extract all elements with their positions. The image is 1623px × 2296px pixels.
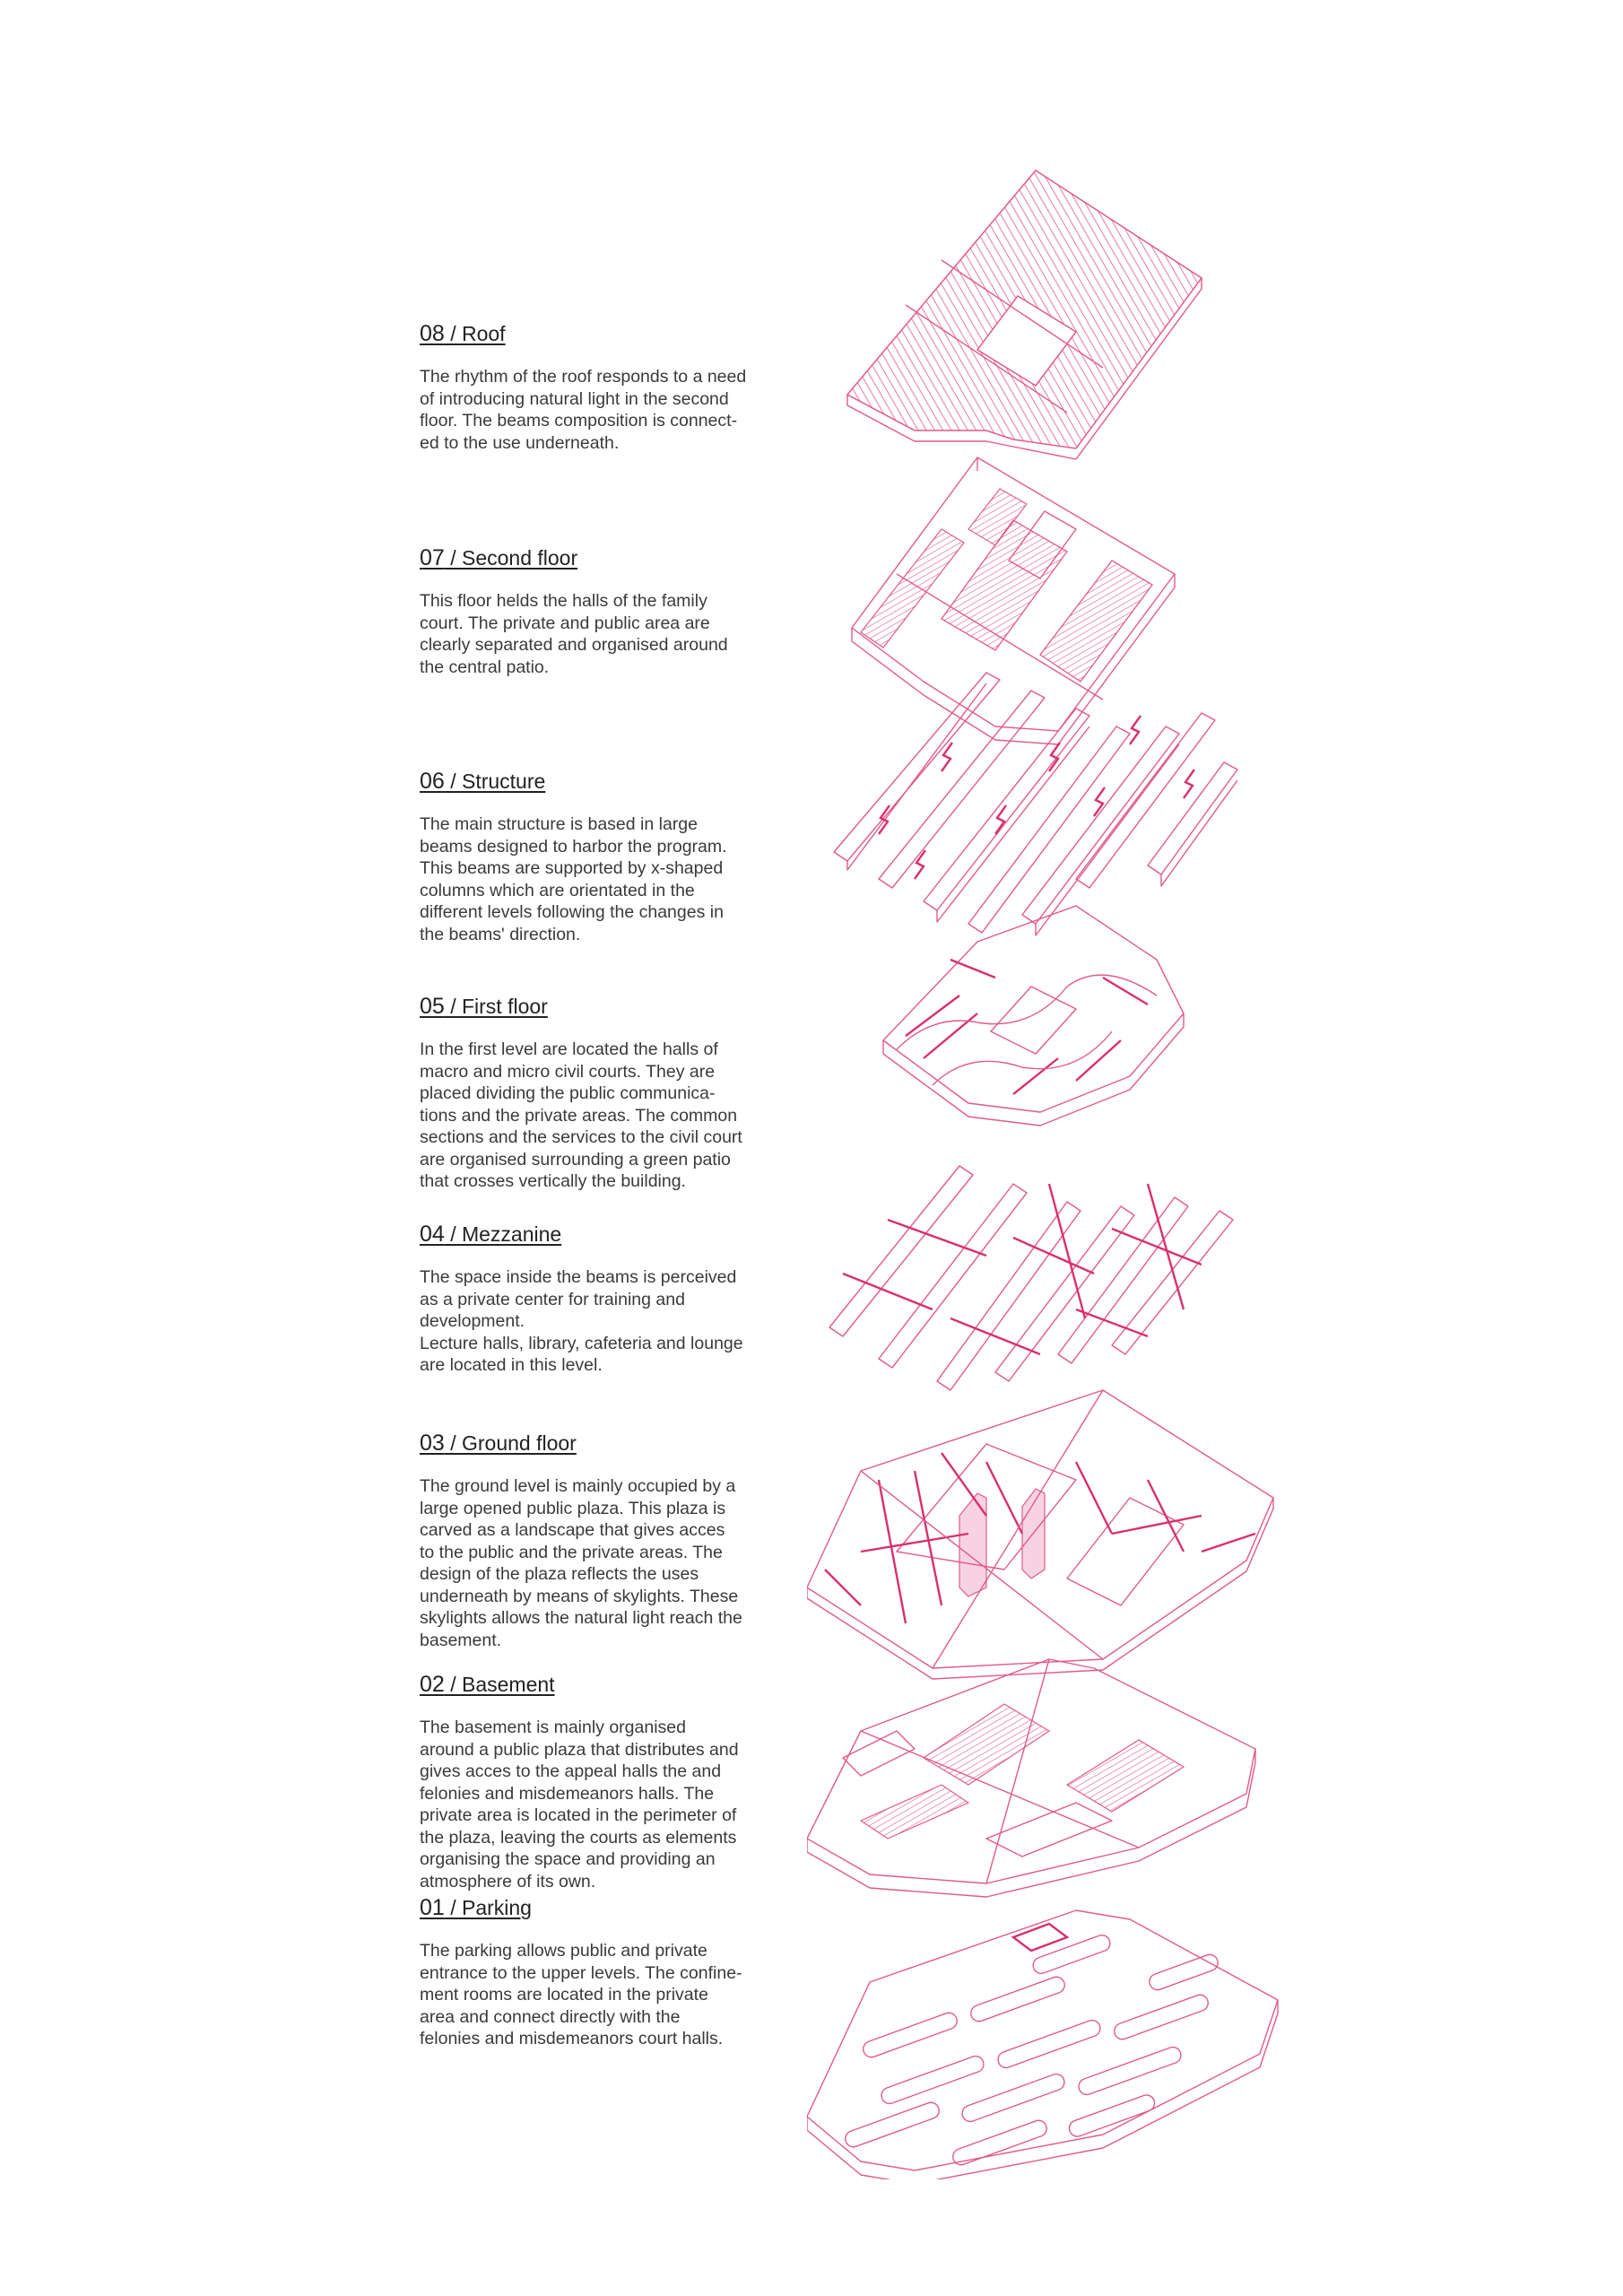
level-roof [420, 321, 774, 454]
level-heading: 08 / Roof [420, 321, 506, 346]
level-heading: 07 / Second floor [420, 545, 578, 570]
level-heading: 04 / Mezzanine [420, 1222, 562, 1247]
structure-layer [834, 673, 1237, 935]
basement-layer [807, 1659, 1255, 1897]
level-second-floor [420, 545, 774, 678]
parking-layer [807, 1910, 1278, 2179]
level-basement [420, 1672, 774, 1892]
level-heading: 05 / First floor [420, 994, 548, 1019]
level-first-floor [420, 994, 774, 1193]
level-heading: 03 / Ground floor [420, 1431, 577, 1456]
level-description: The ground level is mainly occupied by a large opened public plaza. This plaza is carved as a landscape that gives acces to the public and the private areas. The design of the plaza reflects the uses underneath by means of skylights. These skylights allows the natural light reach the basement. [420, 1476, 742, 1650]
level-structure [420, 769, 774, 945]
level-description: The main structure is based in large beams designed to harbor the program. This beams are supported by x-shaped columns which are orientated in the different levels following the changes in the beams' direction. [420, 814, 727, 944]
roof-layer [847, 170, 1202, 459]
level-description: This floor helds the halls of the family court. The private and public area are clearly separated and organised around the central patio. [420, 591, 728, 677]
level-heading: 02 / Basement [420, 1672, 555, 1697]
mezzanine-layer [829, 1166, 1233, 1390]
level-description: The basement is mainly organised around a public plaza that distributes and gives acces to the appeal halls the and felonies and misdemeanors halls. The private area is located in the perimeter of the plaza, leaving the courts as elements organising the space and providing an atmosphere of its own. [420, 1718, 739, 1892]
level-heading: 06 / Structure [420, 769, 546, 794]
level-description: The rhythm of the roof responds to a need of introducing natural light in the second floor. The beams composition is connect- ed to the use underneath. [420, 367, 747, 453]
second-floor-layer [852, 457, 1175, 744]
level-description: The parking allows public and private entrance to the upper levels. The confine- ment rooms are located in the private area and connect directly with the felonies and misdemeanors court halls. [420, 1941, 742, 2048]
level-description: The space inside the beams is perceived as a private center for training and development. Lecture halls, library, cafeteria and lounge are located in this level. [420, 1267, 743, 1375]
level-description: In the first level are located the halls of macro and micro civil courts. They are placed dividing the public communica- tions and the private areas. The common sections and the services to the civil court are organised surrounding a green patio that crosses vertically the building. [420, 1039, 742, 1191]
level-ground-floor [420, 1431, 774, 1651]
first-floor-layer [883, 906, 1184, 1126]
level-heading: 01 / Parking [420, 1895, 532, 1920]
ground-floor-layer [807, 1390, 1273, 1679]
exploded-axonometric-diagram [807, 152, 1327, 2179]
level-parking [420, 1895, 774, 2050]
level-mezzanine [420, 1222, 774, 1377]
